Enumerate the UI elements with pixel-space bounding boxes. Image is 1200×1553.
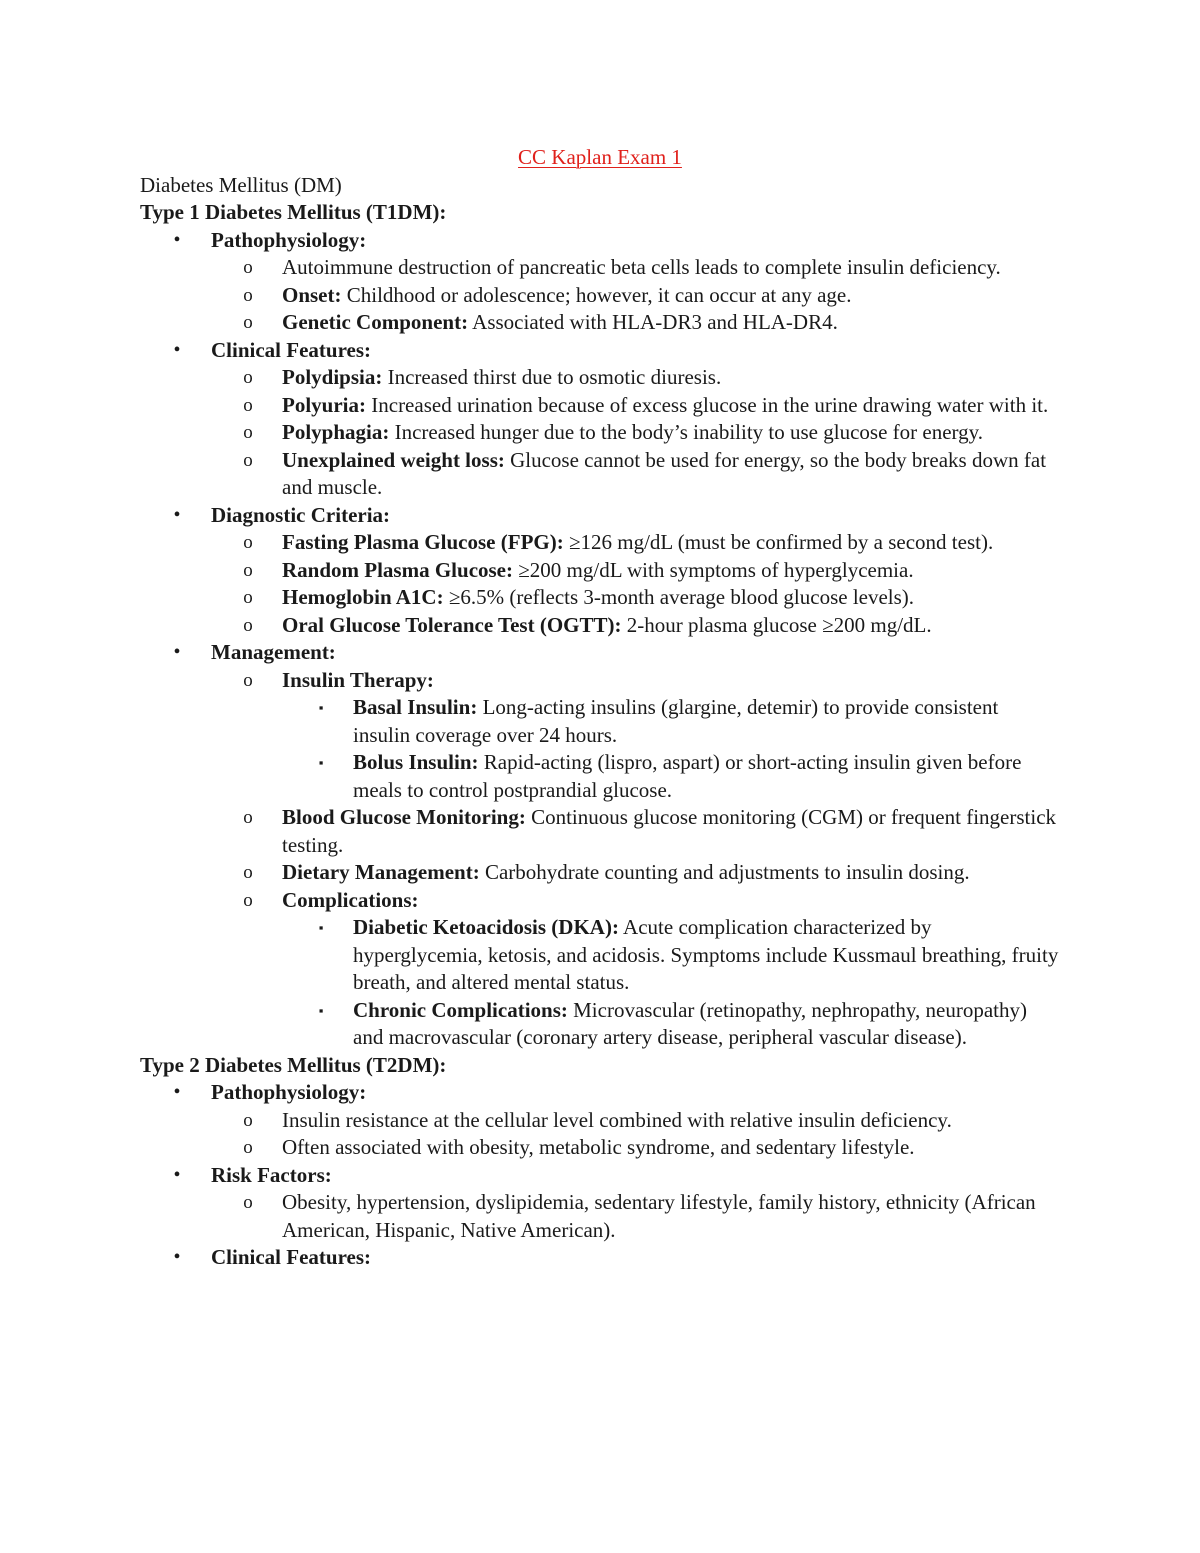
list-item — [282, 749, 1060, 804]
circle-marker: o — [243, 312, 253, 333]
list-item — [211, 309, 1060, 337]
t1-clinical-item — [140, 337, 1060, 502]
circle-marker: o — [243, 367, 253, 388]
list-item — [211, 667, 1060, 805]
list-item — [211, 447, 1060, 502]
item-text: Continuous glucose monitoring (CGM) or frequent fingerstick testing. — [282, 805, 1057, 857]
item-label: Complications: — [282, 887, 419, 912]
t2-patho-item — [140, 1079, 1060, 1162]
item-text: Microvascular (retinopathy, nephropathy, neuropathy) and macrovascular (coronary artery disease, peripheral vascular disease). — [353, 997, 1027, 1049]
t1-diagnostic-list — [211, 529, 1060, 639]
t2-patho-label: Pathophysiology: — [211, 1080, 367, 1104]
list-item — [211, 254, 1060, 282]
item-text: Increased urination because of excess glucose in the urine drawing water with it. — [366, 392, 1049, 417]
section-heading-t1dm: Type 1 Diabetes Mellitus (T1DM): — [140, 200, 447, 224]
item-label: Polyuria: — [282, 392, 366, 417]
item-text: Acute complication characterized by hyperglycemia, ketosis, and acidosis. Symptoms include Kussmaul breathing, fruity breath, and altered mental status. — [353, 915, 1059, 994]
item-label: Oral Glucose Tolerance Test (OGTT): — [282, 612, 622, 637]
circle-marker: o — [243, 559, 253, 581]
t2dm-outline — [140, 1079, 1060, 1272]
item-text: Carbohydrate counting and adjustments to insulin dosing. — [479, 860, 970, 884]
t1-management-list — [211, 667, 1060, 1052]
list-item — [211, 1189, 1060, 1244]
t1-clinical-list — [211, 364, 1060, 502]
circle-marker: o — [243, 532, 253, 553]
insulin-therapy-list — [282, 694, 1060, 804]
item-text: Often associated with obesity, metabolic syndrome, and sedentary lifestyle. — [282, 1135, 915, 1159]
bullet-marker: • — [173, 1163, 181, 1186]
list-item — [211, 584, 1060, 612]
circle-marker: o — [243, 449, 253, 471]
item-text: Autoimmune destruction of pancreatic beta cells leads to complete insulin deficiency. — [282, 255, 1001, 279]
list-item — [211, 1107, 1060, 1135]
item-label: Polydipsia: — [282, 365, 383, 389]
bullet-marker: • — [173, 1081, 181, 1103]
list-item — [211, 419, 1060, 447]
circle-marker: o — [243, 394, 253, 416]
t1-clinical-label: Clinical Features: — [211, 337, 372, 362]
item-text: Childhood or adolescence; however, it can occur at any age. — [341, 282, 852, 307]
t1-diagnostic-label: Diagnostic Criteria: — [211, 502, 391, 527]
list-item — [211, 364, 1060, 392]
circle-marker: o — [243, 422, 253, 443]
list-item — [211, 392, 1060, 420]
t1-patho-list — [211, 254, 1060, 337]
t2-clinical-item — [140, 1244, 1060, 1272]
bullet-marker: • — [173, 228, 181, 251]
circle-marker: o — [243, 862, 253, 883]
item-text: ≥200 mg/dL with symptoms of hyperglycemia. — [513, 557, 914, 582]
circle-marker: o — [243, 587, 253, 608]
list-item — [211, 282, 1060, 310]
item-label: Dietary Management: — [282, 860, 480, 884]
list-item — [211, 804, 1060, 859]
item-text: 2-hour plasma glucose ≥200 mg/dL. — [621, 612, 932, 637]
list-item — [282, 694, 1060, 749]
circle-marker: o — [243, 614, 253, 636]
document-title: CC Kaplan Exam 1 — [518, 145, 682, 169]
circle-marker: o — [243, 257, 253, 278]
circle-marker: o — [243, 889, 253, 911]
item-label: Blood Glucose Monitoring: — [282, 805, 526, 829]
item-text: Insulin resistance at the cellular level combined with relative insulin deficiency. — [282, 1107, 952, 1132]
t2-clinical-label: Clinical Features: — [211, 1245, 372, 1269]
item-label: Basal Insulin: — [353, 695, 478, 719]
item-text: ≥126 mg/dL (must be confirmed by a second test). — [563, 530, 994, 554]
complications-list — [282, 914, 1060, 1052]
item-label: Onset: — [282, 282, 342, 307]
circle-marker: o — [243, 1137, 253, 1158]
section-heading-t2dm: Type 2 Diabetes Mellitus (T2DM): — [140, 1052, 447, 1077]
item-label: Fasting Plasma Glucose (FPG): — [282, 530, 564, 554]
bullet-marker: • — [173, 503, 181, 526]
item-label: Bolus Insulin: — [353, 750, 479, 774]
t1-diagnostic-item — [140, 502, 1060, 640]
bullet-marker: • — [173, 1246, 181, 1268]
item-label: Random Plasma Glucose: — [282, 557, 513, 582]
list-item — [211, 557, 1060, 585]
circle-marker: o — [243, 1109, 253, 1131]
t1-patho-label: Pathophysiology: — [211, 227, 367, 252]
document-page — [140, 144, 1060, 1272]
circle-marker: o — [243, 1192, 253, 1213]
t1-patho-item — [140, 227, 1060, 337]
list-item — [211, 859, 1060, 887]
t1dm-outline — [140, 227, 1060, 1052]
square-marker: ▪ — [318, 755, 324, 770]
item-text: Increased hunger due to the body’s inability to use glucose for energy. — [389, 420, 984, 444]
item-text: Obesity, hypertension, dyslipidemia, sedentary lifestyle, family history, ethnicity (African American, Hispanic, Native American). — [282, 1190, 1036, 1242]
square-marker: ▪ — [318, 1002, 324, 1018]
circle-marker: o — [243, 669, 253, 691]
bullet-marker: • — [173, 338, 181, 361]
list-item — [211, 529, 1060, 557]
item-text: Rapid-acting (lispro, aspart) or short-acting insulin given before meals to control postprandial glucose. — [353, 750, 1022, 802]
square-marker: ▪ — [318, 700, 324, 715]
item-label: Chronic Complications: — [353, 997, 568, 1022]
bullet-marker: • — [173, 641, 181, 663]
list-item — [211, 887, 1060, 1052]
section-heading-dm: Diabetes Mellitus (DM) — [140, 172, 342, 197]
square-marker: ▪ — [318, 920, 324, 935]
item-text: Long-acting insulins (glargine, detemir) to provide consistent insulin coverage over 24 hours. — [353, 695, 999, 747]
item-label: Polyphagia: — [282, 420, 390, 444]
list-item — [211, 612, 1060, 640]
t2-risk-item — [140, 1162, 1060, 1245]
item-text: ≥6.5% (reflects 3-month average blood glucose levels). — [443, 585, 915, 609]
item-label: Hemoglobin A1C: — [282, 585, 444, 609]
item-text: Associated with HLA-DR3 and HLA-DR4. — [468, 310, 838, 334]
list-item — [211, 1134, 1060, 1162]
circle-marker: o — [243, 807, 253, 828]
list-item — [282, 997, 1060, 1052]
item-text: Increased thirst due to osmotic diuresis. — [382, 365, 722, 389]
t2-patho-list — [211, 1107, 1060, 1162]
circle-marker: o — [243, 284, 253, 306]
t2-risk-list — [211, 1189, 1060, 1244]
item-label: Unexplained weight loss: — [282, 447, 505, 472]
item-text: Glucose cannot be used for energy, so the body breaks down fat and muscle. — [282, 447, 1047, 499]
item-label: Insulin Therapy: — [282, 667, 434, 692]
t2-risk-label: Risk Factors: — [211, 1162, 332, 1187]
t1-management-label: Management: — [211, 640, 336, 664]
list-item — [282, 914, 1060, 997]
t1-management-item — [140, 639, 1060, 1052]
item-label: Genetic Component: — [282, 310, 469, 334]
item-label: Diabetic Ketoacidosis (DKA): — [353, 915, 619, 939]
